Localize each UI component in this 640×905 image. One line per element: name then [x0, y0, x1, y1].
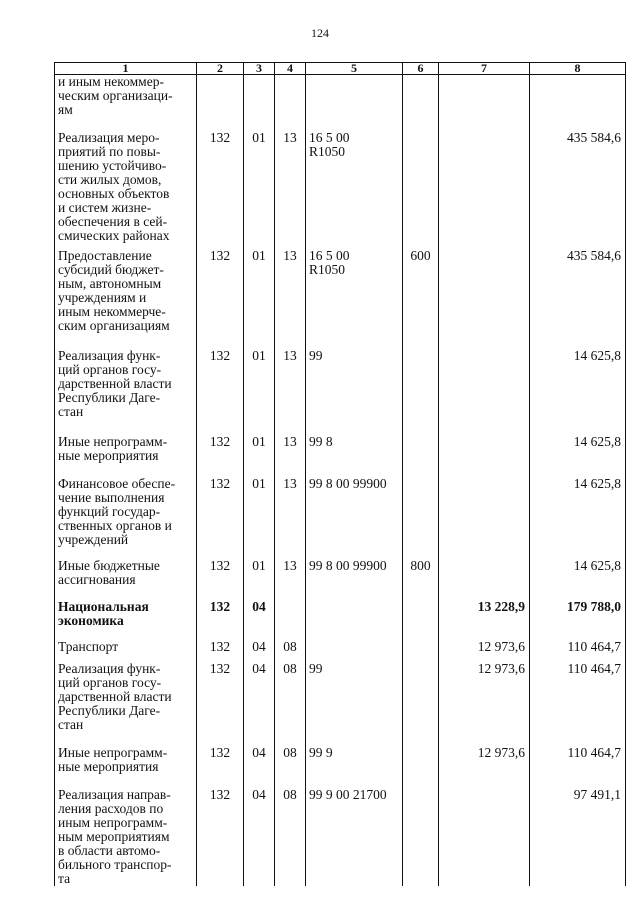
amount-col8-cell: 14 625,8	[530, 477, 626, 559]
row-name-cell	[55, 249, 197, 349]
row-name-cell	[55, 746, 197, 788]
department-code-cell: 132	[197, 559, 244, 600]
target-article-cell	[306, 249, 403, 349]
table-row	[55, 75, 626, 131]
subsection-code-cell	[275, 600, 306, 640]
row-name-cell	[55, 435, 197, 477]
amount-col7-cell	[439, 75, 530, 131]
column-header: 6	[403, 63, 439, 75]
row-name-line: в области автомо-	[58, 842, 161, 858]
department-code-cell: 132	[197, 349, 244, 435]
expense-type-cell	[403, 600, 439, 640]
section-code-cell: 04	[244, 662, 275, 746]
amount-col7-cell: 13 228,9	[439, 600, 530, 640]
subsection-code-cell	[275, 75, 306, 131]
target-article-cell	[306, 477, 403, 559]
expense-type-cell	[403, 662, 439, 746]
row-name-line: ные мероприятия	[58, 447, 159, 463]
target-article-cell	[306, 788, 403, 886]
row-name-cell	[55, 662, 197, 746]
amount-col8-cell: 179 788,0	[530, 600, 626, 640]
row-name-line: ным, автономным	[58, 275, 162, 291]
row-name-line: учреждений	[58, 531, 129, 547]
department-code-cell: 132	[197, 640, 244, 662]
amount-col7-cell	[439, 477, 530, 559]
column-header: 1	[55, 63, 197, 75]
column-header: 5	[306, 63, 403, 75]
subsection-code-cell: 08	[275, 788, 306, 886]
row-name-line: ассигнования	[58, 571, 136, 587]
row-name-line: Реализация функ-	[58, 661, 161, 676]
department-code-cell: 132	[197, 249, 244, 349]
section-code-cell: 01	[244, 435, 275, 477]
subsection-code-cell: 13	[275, 435, 306, 477]
subsection-code-cell: 13	[275, 131, 306, 249]
row-name-line: ственных органов и	[58, 517, 172, 533]
row-name-line: Реализация меро-	[58, 130, 160, 145]
target-article-line: 16 5 00	[309, 130, 350, 145]
target-article-line: 99	[309, 348, 323, 363]
expense-type-cell	[403, 477, 439, 559]
row-name-line: иным непрограмм-	[58, 814, 168, 830]
row-name-line: Транспорт	[58, 639, 119, 654]
target-article-cell	[306, 131, 403, 249]
row-name-line: Иные бюджетные	[58, 558, 160, 573]
row-name-line: Национальная	[58, 599, 149, 614]
target-article-line: 99	[309, 661, 323, 676]
column-header: 2	[197, 63, 244, 75]
subsection-code-cell: 13	[275, 349, 306, 435]
row-name-line: функций государ-	[58, 503, 161, 519]
table-row	[55, 600, 626, 640]
row-name-line: дарственной власти	[58, 688, 172, 704]
row-name-line: ления расходов по	[58, 800, 164, 816]
expense-type-cell	[403, 435, 439, 477]
target-article-line: 99 8	[309, 434, 333, 449]
row-name-line: Иные непрограмм-	[58, 745, 168, 760]
row-name-line: Финансовое обеспе-	[58, 476, 176, 491]
row-name-line: чение выполнения	[58, 489, 165, 505]
row-name-line: Предоставление	[58, 248, 152, 263]
row-name-cell	[55, 131, 197, 249]
section-code-cell	[244, 75, 275, 131]
subsection-code-cell: 13	[275, 559, 306, 600]
budget-table	[54, 62, 626, 886]
table-row	[55, 746, 626, 788]
amount-col8-cell	[530, 75, 626, 131]
target-article-cell	[306, 600, 403, 640]
department-code-cell: 132	[197, 746, 244, 788]
target-article-line: 99 9 00 21700	[309, 787, 387, 802]
expense-type-cell	[403, 131, 439, 249]
row-name-line: шению устойчиво-	[58, 157, 167, 173]
row-name-line: Республики Даге-	[58, 702, 161, 718]
subsection-code-cell: 13	[275, 477, 306, 559]
table-row	[55, 662, 626, 746]
expense-type-cell	[403, 746, 439, 788]
column-header: 7	[439, 63, 530, 75]
row-name-cell	[55, 640, 197, 662]
section-code-cell: 01	[244, 131, 275, 249]
row-name-line: дарственной власти	[58, 375, 172, 391]
column-header: 4	[275, 63, 306, 75]
row-name-line: Иные непрограмм-	[58, 434, 168, 449]
row-name-line: сти жилых домов,	[58, 171, 162, 187]
amount-col7-cell	[439, 249, 530, 349]
department-code-cell: 132	[197, 788, 244, 886]
row-name-line: ческим организаци-	[58, 88, 173, 103]
amount-col8-cell: 14 625,8	[530, 559, 626, 600]
row-name-cell	[55, 477, 197, 559]
department-code-cell: 132	[197, 662, 244, 746]
table-row	[55, 131, 626, 249]
table-row	[55, 349, 626, 435]
target-article-cell	[306, 75, 403, 131]
expense-type-cell	[403, 788, 439, 886]
target-article-line: R1050	[309, 143, 346, 159]
table-row	[55, 435, 626, 477]
target-article-line: R1050	[309, 261, 346, 277]
row-name-line: Реализация направ-	[58, 787, 171, 802]
target-article-cell	[306, 662, 403, 746]
amount-col8-cell: 435 584,6	[530, 131, 626, 249]
subsection-code-cell: 08	[275, 746, 306, 788]
row-name-cell	[55, 75, 197, 131]
section-code-cell: 04	[244, 600, 275, 640]
department-code-cell: 132	[197, 600, 244, 640]
row-name-line: приятий по повы-	[58, 143, 161, 159]
amount-col7-cell	[439, 435, 530, 477]
amount-col7-cell	[439, 131, 530, 249]
row-name-line: основных объектов	[58, 185, 170, 201]
target-article-cell	[306, 746, 403, 788]
row-name-line: субсидий бюджет-	[58, 261, 164, 277]
row-name-line: и иным некоммер-	[58, 74, 164, 89]
amount-col7-cell: 12 973,6	[439, 662, 530, 746]
target-article-cell	[306, 559, 403, 600]
row-name-line: ным мероприятиям	[58, 828, 170, 844]
expense-type-cell: 600	[403, 249, 439, 349]
subsection-code-cell: 13	[275, 249, 306, 349]
section-code-cell: 01	[244, 477, 275, 559]
row-name-line: смических районах	[58, 227, 170, 243]
target-article-cell	[306, 349, 403, 435]
subsection-code-cell: 08	[275, 640, 306, 662]
row-name-cell	[55, 349, 197, 435]
row-name-line: иным некоммерче-	[58, 303, 166, 319]
expense-type-cell	[403, 349, 439, 435]
target-article-line: 16 5 00	[309, 248, 350, 263]
row-name-cell	[55, 600, 197, 640]
table-body	[55, 75, 626, 886]
department-code-cell	[197, 75, 244, 131]
page-number: 124	[311, 26, 329, 40]
column-header: 8	[530, 63, 626, 75]
target-article-line: 99 8 00 99900	[309, 558, 387, 573]
row-name-line: бильного транспор-	[58, 856, 172, 872]
table-row	[55, 477, 626, 559]
amount-col8-cell: 110 464,7	[530, 662, 626, 746]
amount-col7-cell: 12 973,6	[439, 640, 530, 662]
amount-col7-cell: 12 973,6	[439, 746, 530, 788]
table-row	[55, 249, 626, 349]
amount-col8-cell: 110 464,7	[530, 746, 626, 788]
amount-col7-cell	[439, 559, 530, 600]
table-row	[55, 788, 626, 886]
amount-col8-cell: 435 584,6	[530, 249, 626, 349]
expense-type-cell: 800	[403, 559, 439, 600]
section-code-cell: 04	[244, 746, 275, 788]
row-name-line: учреждениям и	[58, 289, 147, 305]
table-row	[55, 559, 626, 600]
row-name-cell	[55, 788, 197, 886]
department-code-cell: 132	[197, 435, 244, 477]
row-name-line: стан	[58, 716, 84, 732]
column-header: 3	[244, 63, 275, 75]
expense-type-cell	[403, 75, 439, 131]
row-name-line: ций органов госу-	[58, 361, 162, 377]
row-name-line: ций органов госу-	[58, 674, 162, 690]
row-name-line: обеспечения в сей-	[58, 213, 168, 229]
amount-col8-cell: 110 464,7	[530, 640, 626, 662]
subsection-code-cell: 08	[275, 662, 306, 746]
section-code-cell: 01	[244, 559, 275, 600]
row-name-line: ским организациям	[58, 317, 170, 333]
row-name-line: та	[58, 870, 71, 886]
row-name-line: Республики Даге-	[58, 389, 161, 405]
amount-col8-cell: 14 625,8	[530, 349, 626, 435]
target-article-cell	[306, 435, 403, 477]
target-article-cell	[306, 640, 403, 662]
section-code-cell: 04	[244, 640, 275, 662]
section-code-cell: 01	[244, 249, 275, 349]
section-code-cell: 04	[244, 788, 275, 886]
amount-col7-cell	[439, 788, 530, 886]
row-name-line: Реализация функ-	[58, 348, 161, 363]
department-code-cell: 132	[197, 477, 244, 559]
target-article-line: 99 8 00 99900	[309, 476, 387, 491]
row-name-line: экономика	[58, 612, 124, 628]
row-name-line: стан	[58, 403, 84, 419]
amount-col7-cell	[439, 349, 530, 435]
section-code-cell: 01	[244, 349, 275, 435]
row-name-line: и систем жизне-	[58, 199, 152, 215]
table-row	[55, 640, 626, 662]
department-code-cell: 132	[197, 131, 244, 249]
amount-col8-cell: 14 625,8	[530, 435, 626, 477]
row-name-line: ям	[58, 102, 73, 117]
row-name-cell	[55, 559, 197, 600]
header-row	[55, 63, 626, 75]
row-name-line: ные мероприятия	[58, 758, 159, 774]
amount-col8-cell: 97 491,1	[530, 788, 626, 886]
expense-type-cell	[403, 640, 439, 662]
target-article-line: 99 9	[309, 745, 333, 760]
